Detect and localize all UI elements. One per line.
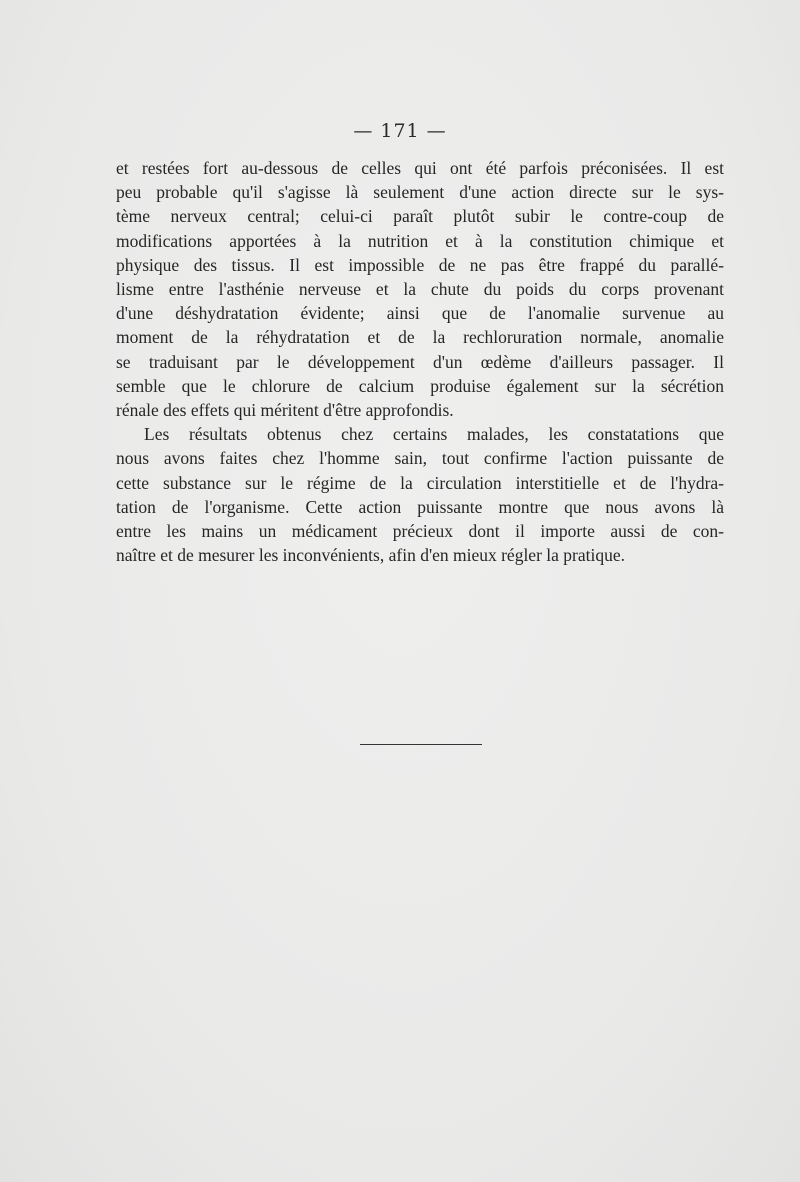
text-line: cette substance sur le régime de la circulation interstitielle et de l'hydra- <box>116 472 724 493</box>
text-line: nous avons faites chez l'homme sain, tout confirme l'action puissante de <box>116 448 724 469</box>
text-line: moment de la réhydratation et de la rechloruration normale, anomalie <box>116 327 724 348</box>
text-line: naître et de mesurer les inconvénients, afin d'en mieux régler la pratique. <box>116 545 625 566</box>
text-line: physique des tissus. Il est impossible de ne pas être frappé du parallé- <box>116 254 724 275</box>
text-line: semble que le chlorure de calcium produise également sur la sécrétion <box>116 375 724 396</box>
text-line: d'une déshydratation évidente; ainsi que de l'anomalie survenue au <box>116 303 724 324</box>
page-number: — 171 — <box>353 120 447 142</box>
text-line: modifications apportées à la nutrition et à la constitution chimique et <box>116 230 724 251</box>
body-text <box>116 156 724 567</box>
text-line: entre les mains un médicament précieux dont il importe aussi de con- <box>116 521 724 542</box>
paragraph-2 <box>116 422 724 567</box>
end-of-text-rule <box>360 744 482 745</box>
text-line: rénale des effets qui méritent d'être approfondis. <box>116 400 454 421</box>
text-line: Les résultats obtenus chez certains malades, les constatations que <box>144 424 724 445</box>
text-line: tation de l'organisme. Cette action puissante montre que nous avons là <box>116 496 724 517</box>
text-line: peu probable qu'il s'agisse là seulement d'une action directe sur le sys- <box>116 182 724 203</box>
text-line: lisme entre l'asthénie nerveuse et la chute du poids du corps provenant <box>116 279 724 300</box>
text-line: tème nerveux central; celui-ci paraît plutôt subir le contre-coup de <box>116 206 724 227</box>
paragraph-1 <box>116 156 724 422</box>
text-line: et restées fort au-dessous de celles qui ont été parfois préconisées. Il est <box>116 158 724 178</box>
text-line: se traduisant par le développement d'un œdème d'ailleurs passager. Il <box>116 351 724 372</box>
